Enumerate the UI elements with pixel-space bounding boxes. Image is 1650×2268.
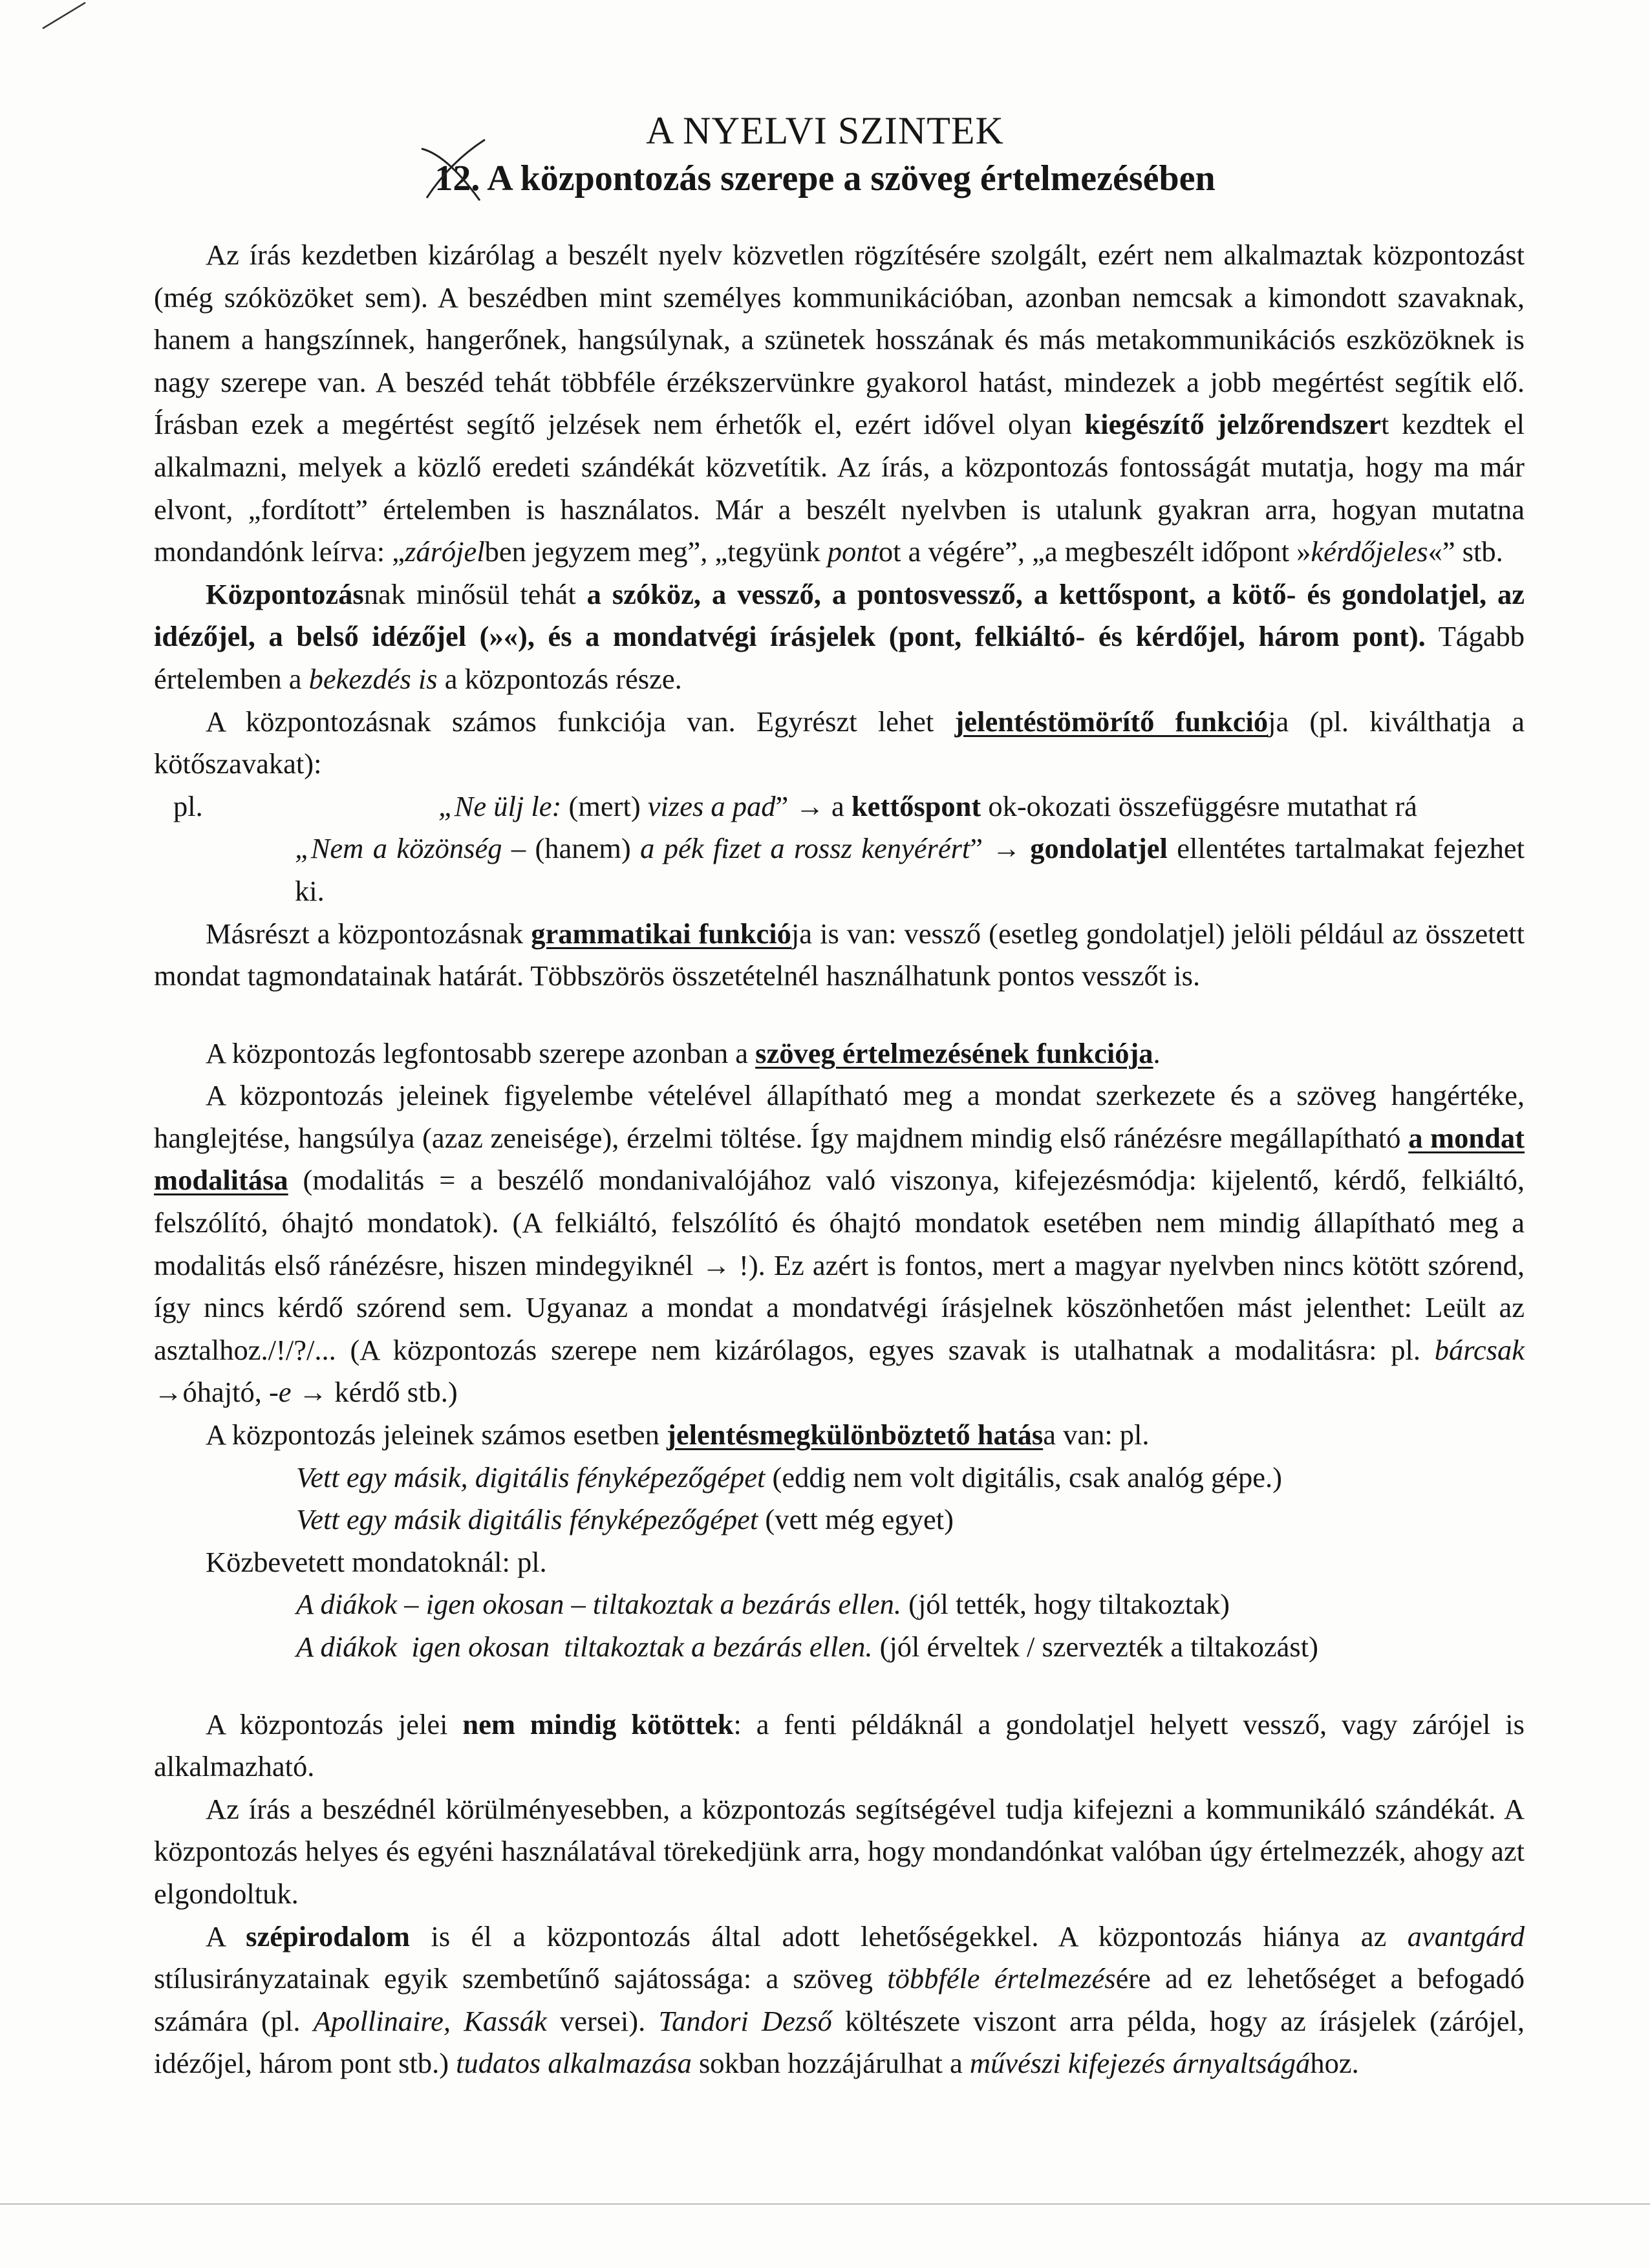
example-colon: pl. „Ne ülj le: (mert) vizes a pad” → a kettőspont ok-okozati összefüggésre mutathat rá [173, 789, 1417, 822]
paragraph-not-fixed: A központozás jelei nem mindig kötöttek: a fenti példáknál a gondolatjel helyett vessző, vagy zárójel is alkalmazható. [154, 1707, 1525, 1783]
body-block-1 [154, 234, 1525, 2085]
paragraph-definition: Központozásnak minősül tehát a szóköz, a vessző, a pontosvessző, a kettőspont, a kötő- és gondolatjel, az idézőjel, a belső idézőjel (»«), és a mondatvégi írásjelek (pont, felkiáltó- és kérdőjel, három pont). Tágabb értelemben a bekezdés is a központozás része. [154, 577, 1525, 695]
paragraph-parenthetical: Közbevetett mondatoknál: pl. [206, 1545, 547, 1578]
example-camera-2: Vett egy másik digitális fényképezőgépet (vett még egyet) [296, 1503, 954, 1536]
example-camera-1: Vett egy másik, digitális fényképezőgépet (eddig nem volt digitális, csak analóg gépe.) [296, 1460, 1282, 1493]
paragraph-modality: A központozás jeleinek figyelembe vételével állapítható meg a mondat szerkezete és a szöveg hangértéke, hanglejtése, hangsúlya (azaz zeneisége), érzelmi töltése. Így majdnem mindig első ránézésre megállapítható a mondat modalitása (modalitás = a beszélő mondanivalójához való viszonya, kifejezésmódja: kijelentő, kérdő, felkiáltó, felszólító, óhajtó mondatok). (A felkiáltó, felszólító és óhajtó mondatok esetében nem mindig állapítható meg a modalitás első ránézésre, hiszen mindegyiknél → !). Ez azért is fontos, mert a magyar nyelvben nincs kötött szórend, így nincs kérdő szórend sem. Ugyanaz a mondat a mondatvégi írásjelnek köszönhetően mást jelenthet: Leült az asztalhoz./!/?/... (A központozás szerepe nem kizárólagos, egyes szavak is utalhatnak a modalitásra: pl. bárcsak →óhajtó, -e → kérdő stb.) [154, 1079, 1525, 1409]
paragraph-distinguishing: A központozás jeleinek számos esetben jelentésmegkülönböztető hatása van: pl. [206, 1418, 1150, 1451]
pen-stroke-mark [39, 0, 91, 32]
paragraph-main-role: A központozás legfontosabb szerepe azonban a szöveg értelmezésének funkciója. [206, 1036, 1161, 1069]
paragraph-function-grammar: Másrészt a központozásnak grammatikai funkciója is van: vessző (esetleg gondolatjel) jelöli például az összetett mondat tagmondatainak határát. Többszörös összetételnél használhatunk pontos vesszőt is. [154, 917, 1525, 992]
scan-edge-line [0, 2203, 1650, 2205]
paragraph-literature: A szépirodalom is él a központozás által adott lehetőségekkel. A központozás hiánya az avantgárd stílusirányzatainak egyik szembetűnő sajátossága: a szöveg többféle értelmezésére ad ez lehetőséget a befogadó számára (pl. Apollinaire, Kassák versei). Tandori Dezső költészete viszont arra példa, hogy az írásjelek (zárójel, idézőjel, három pont stb.) tudatos alkalmazása sokban hozzájárulhat a művészi kifejezés árnyaltságához. [154, 1920, 1525, 2080]
crossed-out-number: 12. [434, 158, 480, 199]
example-students-1: A diákok – igen okosan – tiltakoztak a bezárás ellen. (jól tették, hogy tiltakoztak) [296, 1588, 1230, 1621]
page-title: A NYELVI SZINTEK [646, 109, 1004, 152]
example-students-2: A diákok igen okosan tiltakoztak a bezárás ellen. (jól érveltek / szervezték a tiltakozást) [296, 1631, 1318, 1663]
section-title: A központozás szerepe a szöveg értelmezésében [487, 158, 1216, 198]
paragraph-intent: Az írás a beszédnél körülményesebben, a központozás segítségével tudja kifejezni a kommunikáló szándékát. A központozás helyes és egyéni használatával törekedjünk arra, hogy mondandónkat valóban úgy értelmezzék, ahogy azt elgondoltuk. [154, 1792, 1525, 1910]
section-heading [0, 158, 1650, 199]
example-dash: „Nem a közönség – (hanem) a pék fizet a rossz kenyérért” → gondolatjel ellentétes tartalmakat fejezhet ki. [295, 832, 1525, 907]
paragraph-function-compress: A központozásnak számos funkciója van. Egyrészt lehet jelentéstömörítő funkciója (pl. kiválthatja a kötőszavakat): [154, 705, 1525, 780]
handwritten-cross-mark [415, 136, 493, 207]
paragraph-intro: Az írás kezdetben kizárólag a beszélt nyelv közvetlen rögzítésére szolgált, ezért nem alkalmaztak központozást (még szóközöket sem). A beszédben mint személyes kommunikációban, azonban nemcsak a kimondott szavaknak, hanem a hangszínnek, hangerőnek, hangsúlynak, a szünetek hosszának és más metakommunikációs eszközöknek is nagy szerepe van. A beszéd tehát többféle érzékszervünkre gyakorol hatást, mindezek a jobb megértést segítik elő. Írásban ezek a megértést segítő jelzések nem érhetők el, ezért idővel olyan kiegészítő jelzőrendszert kezdtek el alkalmazni, melyek a közlő eredeti szándékát közvetítik. Az írás, a központozás fontosságát mutatja, hogy ma már elvont, „fordított” értelemben is használatos. Már a beszélt nyelvben is utalunk gyakran arra, hogyan mutatna mondandónk leírva: „zárójelben jegyzem meg”, „tegyünk pontot a végére”, „a megbeszélt időpont »kérdőjeles«” stb. [154, 239, 1525, 568]
